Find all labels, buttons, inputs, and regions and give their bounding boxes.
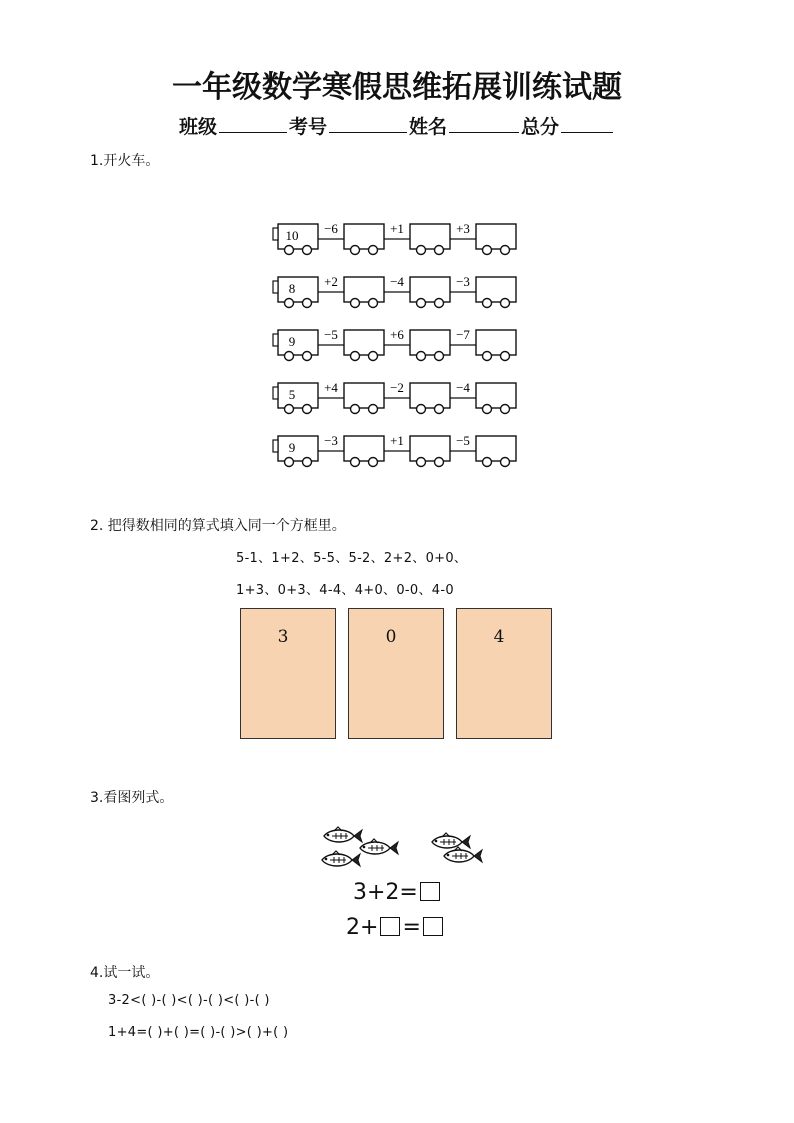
train-start-number: 10: [285, 228, 299, 243]
train-answer-car[interactable]: [344, 224, 384, 255]
train-engine-car: [273, 330, 318, 361]
train-answer-car[interactable]: [476, 224, 516, 255]
train-engine-car: [273, 224, 318, 255]
exam-no-blank[interactable]: [329, 114, 407, 133]
score-blank[interactable]: [561, 114, 613, 133]
train-row: [273, 274, 516, 308]
answer-box-label: 4: [493, 627, 505, 647]
train-answer-car[interactable]: [476, 436, 516, 467]
wheel-icon: [369, 299, 378, 308]
equation-2: [346, 915, 445, 940]
exam-no-label: 考号: [288, 116, 327, 138]
train-operation: −5: [456, 433, 470, 448]
fish-icon: [360, 839, 398, 854]
student-info-line: [0, 112, 794, 139]
train-row: [273, 221, 516, 255]
answer-square[interactable]: [420, 882, 440, 901]
wheel-icon: [417, 299, 426, 308]
train-engine-car: [273, 383, 318, 414]
wheel-icon: [285, 405, 294, 414]
answer-square[interactable]: [423, 917, 443, 936]
q4-line1: 3-2<( )-( )<( )-( )<( )-( ): [108, 993, 270, 1008]
score-label: 总分: [521, 116, 560, 138]
train-operation: −6: [324, 221, 338, 236]
q4-line2: 1+4=( )+( )=( )-( )>( )+( ): [108, 1025, 289, 1040]
train-answer-car[interactable]: [410, 330, 450, 361]
equation-1: [353, 880, 442, 905]
wheel-icon: [417, 405, 426, 414]
wheel-icon: [303, 405, 312, 414]
q2-expressions-line2: 1+3、0+3、4-4、4+0、0-0、4-0: [236, 583, 454, 598]
train-operation: +1: [390, 433, 404, 448]
equation-1-text: 3+2=: [353, 880, 418, 905]
wheel-icon: [483, 246, 492, 255]
wheel-icon: [303, 458, 312, 467]
wheel-icon: [483, 299, 492, 308]
train-start-number: 9: [288, 440, 296, 455]
wheel-icon: [285, 299, 294, 308]
train-diagram: [270, 210, 530, 470]
q4-heading: 4.试一试。: [90, 965, 160, 981]
wheel-icon: [501, 246, 510, 255]
train-operation: −7: [456, 327, 470, 342]
wheel-icon: [285, 246, 294, 255]
train-operation: −4: [390, 274, 404, 289]
wheel-icon: [435, 458, 444, 467]
train-answer-car[interactable]: [410, 383, 450, 414]
wheel-icon: [351, 246, 360, 255]
train-operation: +2: [324, 274, 338, 289]
q2-expressions-line1: 5-1、1+2、5-5、5-2、2+2、0+0、: [236, 551, 468, 566]
answer-square[interactable]: [380, 917, 400, 936]
wheel-icon: [285, 458, 294, 467]
train-row: [273, 327, 516, 361]
wheel-icon: [483, 352, 492, 361]
class-label: 班级: [178, 116, 217, 138]
train-answer-car[interactable]: [410, 224, 450, 255]
wheel-icon: [303, 246, 312, 255]
wheel-icon: [501, 405, 510, 414]
train-answer-car[interactable]: [344, 436, 384, 467]
answer-box-label: 3: [277, 627, 289, 647]
wheel-icon: [351, 458, 360, 467]
train-answer-car[interactable]: [476, 277, 516, 308]
class-blank[interactable]: [219, 114, 287, 133]
wheel-icon: [285, 352, 294, 361]
train-answer-car[interactable]: [476, 330, 516, 361]
wheel-icon: [501, 352, 510, 361]
equals-sign: =: [402, 915, 421, 940]
wheel-icon: [435, 246, 444, 255]
train-row: [273, 380, 516, 414]
q2-heading: 2. 把得数相同的算式填入同一个方框里。: [90, 518, 346, 534]
train-operation: +3: [456, 221, 470, 236]
wheel-icon: [369, 458, 378, 467]
wheel-icon: [369, 352, 378, 361]
train-operation: −2: [390, 380, 404, 395]
train-answer-car[interactable]: [344, 330, 384, 361]
train-answer-car[interactable]: [476, 383, 516, 414]
wheel-icon: [369, 405, 378, 414]
fish-icon: [444, 847, 482, 862]
train-engine-car: [273, 436, 318, 467]
page-title: 一年级数学寒假思维拓展训练试题: [172, 70, 622, 105]
answer-box-3[interactable]: [240, 608, 336, 739]
train-answer-car[interactable]: [344, 277, 384, 308]
train-operation: −5: [324, 327, 338, 342]
wheel-icon: [483, 458, 492, 467]
train-row: [273, 433, 516, 467]
name-blank[interactable]: [449, 114, 519, 133]
wheel-icon: [501, 299, 510, 308]
train-engine-car: [273, 277, 318, 308]
fish-icon: [324, 827, 362, 842]
wheel-icon: [369, 246, 378, 255]
train-operation: −4: [456, 380, 470, 395]
wheel-icon: [435, 299, 444, 308]
wheel-icon: [483, 405, 492, 414]
equation-2-text: 2+: [346, 915, 379, 940]
train-operation: +1: [390, 221, 404, 236]
train-answer-car[interactable]: [344, 383, 384, 414]
fish-icon: [432, 833, 470, 848]
train-operation: −3: [456, 274, 470, 289]
wheel-icon: [435, 352, 444, 361]
name-label: 姓名: [409, 116, 448, 138]
wheel-icon: [417, 458, 426, 467]
answer-box-label: 0: [385, 627, 397, 647]
answer-box-4[interactable]: [456, 608, 552, 739]
wheel-icon: [417, 352, 426, 361]
wheel-icon: [351, 299, 360, 308]
wheel-icon: [303, 299, 312, 308]
train-operation: +4: [324, 380, 338, 395]
fish-picture: [318, 822, 483, 870]
train-answer-car[interactable]: [410, 277, 450, 308]
q1-heading: 1.开火车。: [90, 153, 160, 169]
train-start-number: 9: [288, 334, 296, 349]
train-answer-car[interactable]: [410, 436, 450, 467]
wheel-icon: [501, 458, 510, 467]
wheel-icon: [435, 405, 444, 414]
q3-heading: 3.看图列式。: [90, 790, 174, 806]
wheel-icon: [351, 405, 360, 414]
wheel-icon: [303, 352, 312, 361]
fish-icon: [322, 851, 360, 866]
wheel-icon: [351, 352, 360, 361]
wheel-icon: [417, 246, 426, 255]
train-operation: −3: [324, 433, 338, 448]
train-operation: +6: [390, 327, 404, 342]
answer-box-0[interactable]: [348, 608, 444, 739]
train-start-number: 8: [288, 281, 296, 296]
train-start-number: 5: [288, 387, 296, 402]
